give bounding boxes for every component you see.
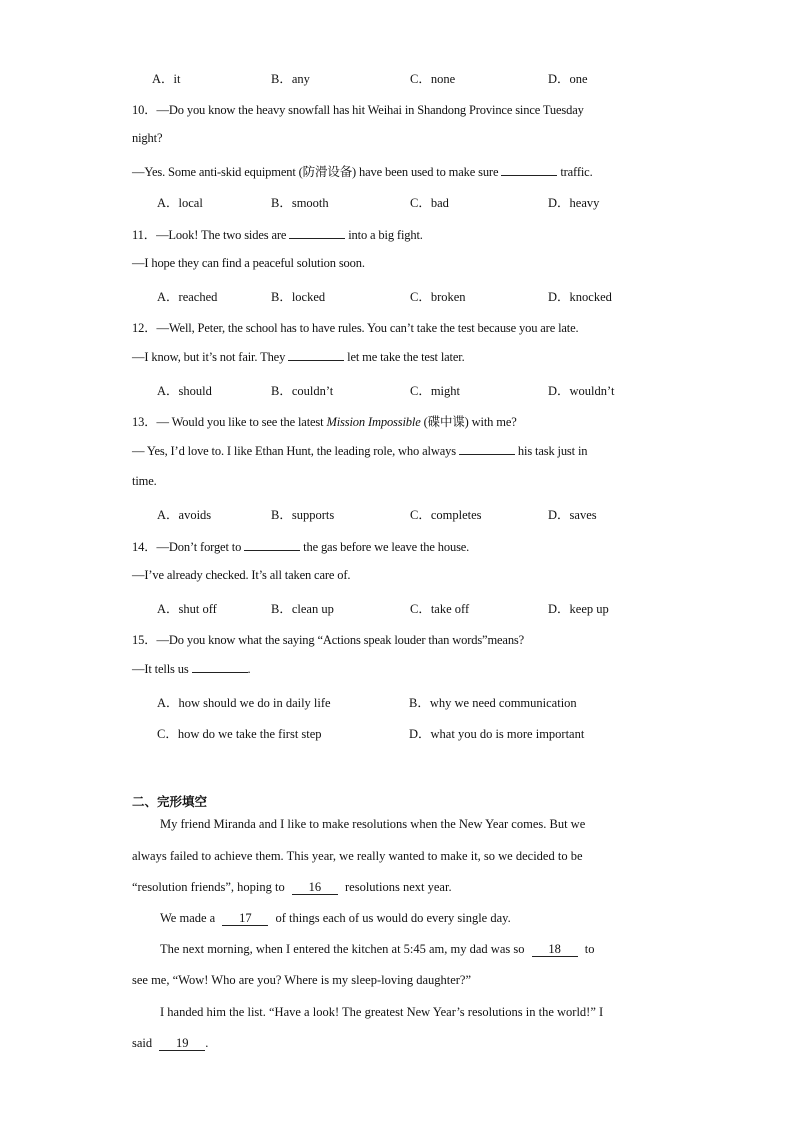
- cloze-blank-18[interactable]: 18: [532, 943, 578, 957]
- q11-option-b[interactable]: B．locked: [271, 290, 326, 304]
- q15-option-d[interactable]: D．what you do is more important: [409, 727, 585, 741]
- q13-stem-pre: 13．— Would you like to see the latest: [132, 415, 324, 429]
- q15-option-a[interactable]: A．how should we do in daily life: [157, 696, 331, 710]
- q15-option-b[interactable]: B．why we need communication: [409, 696, 577, 710]
- q13-option-b[interactable]: B．supports: [271, 508, 335, 522]
- q14-blank: [244, 539, 300, 551]
- q13-response-pre: — Yes, I’d love to. I like Ethan Hunt, the leading role, who always: [132, 444, 456, 458]
- cloze-p2-pre: We made a: [160, 911, 216, 925]
- q11-option-d[interactable]: D．knocked: [548, 290, 612, 304]
- q12-response-post: let me take the test later.: [347, 350, 465, 364]
- q10-stem-line1: 10．—Do you know the heavy snowfall has hit Weihai in Shandong Province since Tuesday: [132, 103, 584, 117]
- q13-option-a[interactable]: A．avoids: [157, 508, 212, 522]
- q9-options: [0, 69, 794, 87]
- q12-response-pre: —I know, but it’s not fair. They: [132, 350, 286, 364]
- q15-options-row2: [0, 724, 794, 742]
- q13-response-post: his task just in: [517, 444, 588, 458]
- q9-option-d[interactable]: D．one: [548, 72, 588, 86]
- cloze-blank-16[interactable]: 16: [292, 881, 338, 895]
- q10-option-b[interactable]: B．smooth: [271, 196, 329, 210]
- cloze-p3-line1: [160, 942, 594, 957]
- cloze-p1-line3-post: resolutions next year.: [345, 880, 452, 894]
- q12-option-c[interactable]: C．might: [410, 384, 461, 398]
- q14-response: —I’ve already checked. It’s all taken care of.: [132, 568, 351, 582]
- cloze-p1-line3: [132, 880, 452, 895]
- q15-blank: [192, 661, 248, 673]
- q11-stem-post: into a big fight.: [348, 228, 423, 242]
- q10-response-pre: —Yes. Some anti-skid equipment (防滑设备) have been used to make sure: [132, 165, 499, 179]
- q14-stem-post: the gas before we leave the house.: [303, 540, 470, 554]
- cloze-blank-17[interactable]: 17: [222, 912, 268, 926]
- q15-response-pre: —It tells us: [132, 662, 189, 676]
- q10-option-d[interactable]: D．heavy: [548, 196, 600, 210]
- q11-option-a[interactable]: A．reached: [157, 290, 218, 304]
- cloze-p3-line1-post: to: [584, 942, 595, 956]
- q13-response: [132, 443, 587, 459]
- q15-stem: 15．—Do you know what the saying “Actions speak louder than words”means?: [132, 633, 525, 647]
- q15-response: [132, 661, 251, 677]
- cloze-blank-19[interactable]: 19: [159, 1037, 205, 1051]
- q15-response-post: .: [247, 662, 251, 676]
- q14-option-d[interactable]: D．keep up: [548, 602, 609, 616]
- q14-stem-pre: 14．—Don’t forget to: [132, 540, 242, 554]
- q14-options: [0, 599, 794, 617]
- q14-option-b[interactable]: B．clean up: [271, 602, 334, 616]
- q12-option-a[interactable]: A．should: [157, 384, 212, 398]
- q9-option-a[interactable]: A．it: [152, 72, 181, 86]
- cloze-p1-line2: always failed to achieve them. This year, we really wanted to make it, so we decided to be: [132, 849, 583, 863]
- q12-option-d[interactable]: D．wouldn’t: [548, 384, 615, 398]
- q13-stem-post: (碟中谍) with me?: [423, 415, 517, 429]
- q10-blank: [501, 164, 557, 176]
- cloze-p4-line2-post: .: [205, 1036, 209, 1050]
- q11-options: [0, 287, 794, 305]
- cloze-p4-line2: [132, 1036, 208, 1051]
- q9-option-c[interactable]: C．none: [410, 72, 456, 86]
- q10-option-c[interactable]: C．bad: [410, 196, 449, 210]
- q11-option-c[interactable]: C．broken: [410, 290, 466, 304]
- q15-options-row1: [0, 693, 794, 711]
- q13-stem: [132, 412, 517, 430]
- q13-option-c[interactable]: C．completes: [410, 508, 482, 522]
- cloze-p2-post: of things each of us would do every single day.: [275, 911, 511, 925]
- section-title-cloze: 二、完形填空: [132, 794, 208, 809]
- q12-options: [0, 381, 794, 399]
- q13-options: [0, 505, 794, 523]
- q10-response: [132, 162, 593, 180]
- q12-option-b[interactable]: B．couldn’t: [271, 384, 334, 398]
- q9-option-b[interactable]: B．any: [271, 72, 310, 86]
- q13-option-d[interactable]: D．saves: [548, 508, 597, 522]
- cloze-p2: [160, 911, 511, 926]
- q13-movie-title: Mission Impossible: [326, 415, 421, 429]
- q15-option-c[interactable]: C．how do we take the first step: [157, 727, 322, 741]
- q10-response-post: traffic.: [560, 165, 593, 179]
- q11-response: —I hope they can find a peaceful solution soon.: [132, 256, 365, 270]
- cloze-p1-line1: My friend Miranda and I like to make resolutions when the New Year comes. But we: [160, 817, 586, 831]
- q12-stem: 12．—Well, Peter, the school has to have rules. You can’t take the test because you are late.: [132, 321, 579, 335]
- cloze-p3-line1-pre: The next morning, when I entered the kitchen at 5:45 am, my dad was so: [160, 942, 525, 956]
- q14-option-c[interactable]: C．take off: [410, 602, 470, 616]
- q11-blank: [289, 227, 345, 239]
- q10-options: [0, 193, 794, 211]
- q11-stem-pre: 11．—Look! The two sides are: [132, 228, 287, 242]
- q13-response-line2: time.: [132, 474, 157, 488]
- cloze-p4-line2-pre: said: [132, 1036, 153, 1050]
- q12-response: [132, 349, 465, 365]
- cloze-p3-line2: see me, “Wow! Who are you? Where is my sleep-loving daughter?”: [132, 973, 472, 987]
- q10-option-a[interactable]: A．local: [157, 196, 203, 210]
- q14-option-a[interactable]: A．shut off: [157, 602, 217, 616]
- q12-blank: [288, 349, 344, 361]
- q14-stem: [132, 537, 469, 555]
- q10-stem-line2: night?: [132, 131, 163, 145]
- cloze-p1-line3-pre: “resolution friends”, hoping to: [132, 880, 285, 894]
- q11-stem: [132, 225, 423, 243]
- q13-blank: [459, 443, 515, 455]
- cloze-p4-line1: I handed him the list. “Have a look! The greatest New Year’s resolutions in the world!” I: [160, 1005, 604, 1019]
